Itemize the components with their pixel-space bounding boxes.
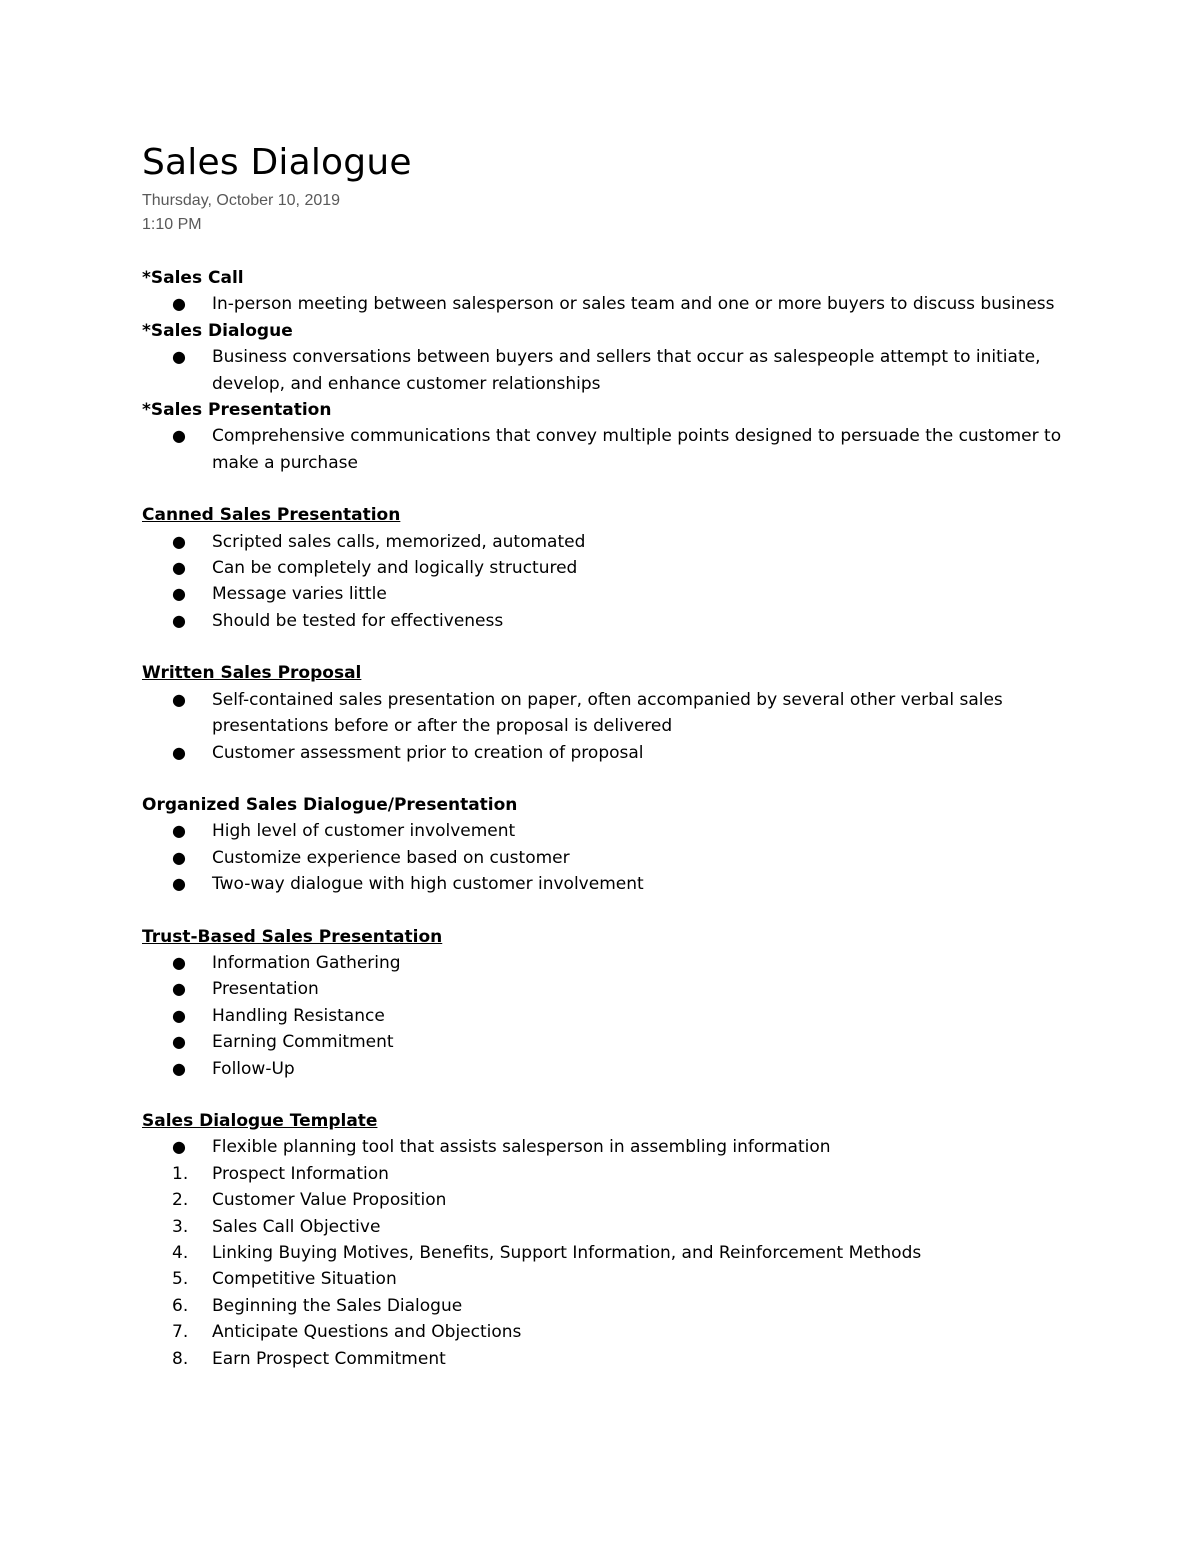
list-item: ● Message varies little xyxy=(142,581,1082,607)
list-item: ● Earning Commitment xyxy=(142,1029,1082,1055)
bullet-icon: ● xyxy=(172,952,186,972)
bullet-icon: ● xyxy=(172,742,186,762)
canned-list xyxy=(142,529,1082,635)
organized-section xyxy=(142,792,1082,898)
bullet-icon: ● xyxy=(172,1032,186,1052)
template-steps xyxy=(142,1161,1082,1372)
bullet-icon: ● xyxy=(172,558,186,578)
written-list xyxy=(142,687,1082,766)
list-item: ● In-person meeting between salesperson or sales team and one or more buyers to discuss business xyxy=(142,291,1082,317)
list-item: ● Flexible planning tool that assists salesperson in assembling information xyxy=(142,1134,1082,1160)
section-heading: Organized Sales Dialogue/Presentation xyxy=(142,794,518,815)
numbered-item: 7. Anticipate Questions and Objections xyxy=(172,1322,522,1343)
definition-list xyxy=(142,291,1082,317)
bullet-icon: ● xyxy=(172,1058,186,1078)
bullet-icon: ● xyxy=(172,689,186,709)
bullet-icon: ● xyxy=(172,531,186,551)
bullet-icon: ● xyxy=(172,874,186,894)
template-bullet-list xyxy=(142,1134,1082,1160)
definition-heading: *Sales Presentation xyxy=(142,400,332,421)
bullet-icon: ● xyxy=(172,294,186,314)
numbered-item: 4. Linking Buying Motives, Benefits, Support Information, and Reinforcement Methods xyxy=(172,1243,922,1263)
numbered-item: 8. Earn Prospect Commitment xyxy=(172,1348,446,1369)
list-item: ● Handling Resistance xyxy=(142,1003,1082,1029)
numbered-item: 6. Beginning the Sales Dialogue xyxy=(172,1295,463,1316)
numbered-item: 3. Sales Call Objective xyxy=(172,1216,381,1237)
definition-heading: *Sales Call xyxy=(142,268,244,288)
bullet-icon: ● xyxy=(172,584,186,604)
template-section xyxy=(142,1108,1082,1372)
note-time: 1:10 PM xyxy=(142,216,202,233)
page-title: Sales Dialogue xyxy=(142,142,412,183)
bullet-icon: ● xyxy=(172,1137,186,1157)
list-item: ● Can be completely and logically structured xyxy=(142,555,1082,581)
list-item: ● Scripted sales calls, memorized, automated xyxy=(142,529,1082,555)
list-item: ● Information Gathering xyxy=(142,950,1082,976)
bullet-icon: ● xyxy=(172,426,186,446)
bullet-icon: ● xyxy=(172,847,186,867)
numbered-item: 2. Customer Value Proposition xyxy=(172,1190,447,1211)
bullet-icon: ● xyxy=(172,347,186,367)
trust-list xyxy=(142,950,1082,1082)
definition-list xyxy=(142,344,1082,397)
organized-list xyxy=(142,818,1082,897)
list-item: ● Two-way dialogue with high customer involvement xyxy=(142,871,1082,897)
definitions-section xyxy=(142,265,1082,476)
written-section xyxy=(142,660,1082,766)
canned-section xyxy=(142,502,1082,634)
list-item: ● High level of customer involvement xyxy=(142,818,1082,844)
section-heading: Canned Sales Presentation xyxy=(142,505,401,526)
list-item: ● Presentation xyxy=(142,976,1082,1002)
numbered-item: 1. Prospect Information xyxy=(172,1163,389,1184)
list-item: ● Comprehensive communications that convey multiple points designed to persuade the customer to make a purchase xyxy=(142,423,1082,476)
bullet-icon: ● xyxy=(172,821,186,841)
definition-heading: *Sales Dialogue xyxy=(142,320,293,341)
note-page xyxy=(142,138,1082,1372)
trust-section xyxy=(142,924,1082,1082)
list-item: ● Follow-Up xyxy=(142,1056,1082,1082)
list-item: ● Should be tested for effectiveness xyxy=(142,608,1082,634)
section-heading: Written Sales Proposal xyxy=(142,663,362,684)
list-item: ● Customer assessment prior to creation of proposal xyxy=(142,740,1082,766)
numbered-item: 5. Competitive Situation xyxy=(172,1269,397,1290)
list-item: ● Customize experience based on customer xyxy=(142,845,1082,871)
bullet-icon: ● xyxy=(172,1005,186,1025)
definition-list xyxy=(142,423,1082,476)
section-heading: Trust-Based Sales Presentation xyxy=(142,926,443,947)
bullet-icon: ● xyxy=(172,979,186,999)
bullet-icon: ● xyxy=(172,610,186,630)
note-date: Thursday, October 10, 2019 xyxy=(142,192,341,209)
list-item: ● Self-contained sales presentation on paper, often accompanied by several other verbal sales presentations before or after the proposal is delivered xyxy=(142,687,1082,740)
list-item: ● Business conversations between buyers and sellers that occur as salespeople attempt to initiate, develop, and enhance customer relationships xyxy=(142,344,1082,397)
section-heading: Sales Dialogue Template xyxy=(142,1110,378,1131)
